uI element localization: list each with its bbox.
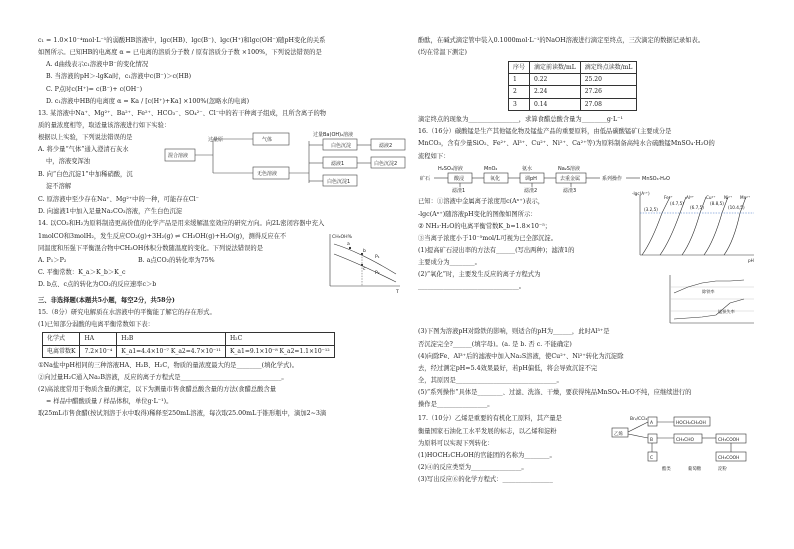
table-cell: 27.26 [580, 86, 637, 98]
q15-2-procedure: 取25mL市售食醋(按试剂溶于水中取得)稀释至250mL溶液，每次取25.00mL于锥形瓶中，滴加2~3滴 [38, 410, 327, 418]
q16-q2-a: (2)“氧化”时，主要发生反应的离子方程式为 [418, 271, 541, 279]
flow16-product: MnSO₄·H₂O [642, 175, 670, 182]
q14-option-a [38, 256, 298, 266]
q16-stem-2: MnCO₃，含有少量SiO₂、Fe²⁺、Al³⁺、Cu²⁺、Ni²⁺、Ca²⁺等)为原料制备高纯水合硫酸锰MnSO₄·H₂O的 [418, 140, 715, 148]
table-cell: 25.20 [580, 74, 637, 86]
q15-endpoint: 滴定终点的现象为________________，求算食醋总酸含量为________g·L⁻¹ [418, 116, 623, 124]
f17-c2: CH₃CHO [676, 438, 694, 444]
q14-stem-3: 同温度和压强下平衡混合物中CH₃OH体积分数随温度的变化。下列说法错误的是 [38, 244, 263, 252]
q16-block [418, 191, 758, 327]
table-row [509, 74, 637, 86]
table-cell: 滴定前读数/mL [530, 61, 581, 73]
q16-given-1: 已知：①溶液中金属离子浓度用c(Aⁿ⁺)表示， [418, 198, 545, 206]
flow16-f2: 滤渣2 [524, 187, 538, 194]
q16-q1-b: 主要成分为________。 [418, 259, 481, 267]
q13-option-c: C. 原溶液中至少存在Na⁺、Mg²⁺中的一种，可能存在Cl⁻ [38, 196, 200, 204]
q12-stem-1: c₁ = 1.0×10⁻⁴mol·L⁻¹的弱酸HB溶液中，lgc(HB)、lgc(B⁻)、lgc(H⁺)和lgc(OH⁻)随pH变化的关系 [38, 37, 326, 44]
flow16-ore: 矿石 [420, 175, 431, 182]
q17-block [418, 412, 758, 484]
table-cell: 7.2×10⁻⁴ [80, 345, 117, 357]
q14-option-d: D. b点、c点的转化为CO₂的反应速率c＞b [38, 281, 157, 289]
ion-label: Al³⁺ [686, 195, 694, 201]
table-cell: HA [80, 333, 117, 345]
q15-1-part1: ①Na盐中pH相同的三种溶液HA、H₂B、H₂C，物质的量浓度最大的是________(填化学式)。 [38, 361, 299, 369]
q16-given-3: ② NH₃·H₂O的电离平衡常数K_b=1.8×10⁻⁵； [418, 222, 552, 230]
ion-point: (8.8,5) [710, 201, 724, 207]
table-cell: K_a1=4.4×10⁻⁷ K_a2=4.7×10⁻¹¹ [117, 345, 226, 357]
q13-stem-2: 质的量浓度相等，取适量该溶液进行如下实验： [38, 121, 171, 129]
q15-part1-intro: (1)已知部分弱酸的电离平衡常数如下表： [38, 321, 154, 329]
q14-stem-2: 1molCO和3molH₂，发生反应CO₂(g)+3H₂(g) ⇌ CH₃OH(g)+H₂O(g)，测得反应在不 [38, 232, 287, 240]
q14-option-b: B. a点CO₂的转化率为75% [138, 256, 215, 264]
q17-q3: (3)写出反应⑥的化学方程式：________________ [418, 476, 553, 484]
f17-glucose: 葡萄糖 [688, 467, 702, 473]
q13-stem-1: 13. 某溶液中Na⁺、Mg²⁺、Ba²⁺、Fe²⁺、HCO₃⁻、SO₄²⁻、Cl⁻中的若干种离子组成，且所含离子的物 [38, 109, 327, 117]
q14-option-c: C. 平衡常数：K_a＞K_b＞K_c [38, 268, 126, 276]
q15-1-part2: ②向过量H₂C通入Na₂B溶液，反应的离子方程式是________________________________。 [38, 373, 288, 381]
left-column [38, 36, 416, 422]
q16-q1-a: (1)提高矿石浸出率的方法有______(写出两种)；滤渣1的 [418, 246, 575, 254]
f17-p2: CH₃COOH [718, 438, 740, 444]
q13-prompt: 根据以上实验，下列说法错误的是 [38, 134, 133, 142]
q16-q4-a: (4)向除Fe、Al³⁺后的滤液中加入Na₂S溶液，使Cu²⁺、Ni²⁺转化为沉淀除 [418, 352, 624, 360]
legend-mn-loss: 锰损失率 [718, 309, 735, 315]
q14-x-label: T [396, 289, 399, 294]
f17-C: C [650, 456, 654, 462]
q15-continued-1: 酚酞，在碱式滴定管中装入0.1000mol·L⁻¹的NaOH溶液进行滴定至终点，三次滴定的数据记录如表。 [418, 37, 705, 44]
q13-option-a-1: A. 将少量“气体”通入澄清石灰水 [38, 146, 129, 154]
table-cell: K_a1=9.1×10⁻⁸ K_a2=1.1×10⁻¹² [225, 345, 334, 357]
table-cell: 2.24 [530, 86, 581, 98]
point-a [349, 247, 351, 249]
q12-option-a: A. d曲线表示c₁溶液中B⁻的变化情况 [46, 61, 149, 69]
q14-y-label: CH₃OH% [332, 234, 352, 240]
q14-label-p2: P₂ [375, 270, 380, 276]
f17-ethylene: 乙烯 [614, 432, 623, 438]
q14-label-p1: P₁ [375, 254, 380, 260]
flow-text-c: 气体 [262, 137, 273, 144]
flow-text-e: 滤液1 [331, 161, 345, 168]
flow16-s5: 系列操作 [602, 175, 623, 182]
right-column [418, 36, 758, 484]
ion-label: Ni²⁺ [724, 195, 733, 201]
flow-text-g: 无色溶液 [257, 171, 278, 178]
q16-iron-removal-graph [662, 273, 758, 327]
q17-q2: (2)④的反应类型为________________。 [418, 463, 528, 471]
q16-stem-3: 流程如下： [418, 152, 450, 160]
q15-2-stem: (2)高浓度常用于物质含量的测定，以下为测量市售食醋总酸含量的方法(食醋总酸含量 [38, 386, 277, 394]
q12-option-c: C. P点时c(H⁺)= c(B⁻)+ c(OH⁻) [46, 85, 143, 93]
flow16-s2: 氧化 [490, 175, 501, 182]
table-cell: 滴定终点读数/mL [580, 61, 637, 73]
q14-graph [320, 230, 404, 294]
q13-block [38, 133, 416, 195]
f17-c3: CH₃COOH [718, 456, 740, 462]
graph16-ylabel: -lgc(Aⁿ⁺) [632, 191, 650, 197]
q14-stem-1: 14. 以CO₂和H₂为原料制造更高价值的化学产品是用来缓解温室效应的研究方向。向2L密闭容器中充入 [38, 220, 325, 228]
q16-q3-a: (3)下图为溶液pH对除铁的影响，则适合的pH为______，此时Al³⁺是 [418, 328, 610, 336]
flow16-f1: 滤渣1 [452, 187, 466, 194]
titration-table [508, 61, 637, 111]
q17-stem-3: 为原料可以实现下列转化： [418, 439, 494, 447]
q16-q4-b: 去，经过测定pH=5.4效果最好，若pH偏低，将会导致沉淀不完 [418, 364, 598, 372]
q13-flowchart [163, 127, 413, 193]
q14-label-a: a [347, 241, 350, 247]
q16-given-2: -lgc(Aⁿ⁺)随溶液pH变化的图像如图所示： [418, 210, 537, 218]
q16-ion-graph [630, 191, 758, 263]
q16-q4-c: 全，其原因是________________________________。 [418, 376, 563, 384]
table-cell: 2 [509, 86, 530, 98]
q14-label-b: b [363, 248, 366, 254]
q16-stem-1: 16.（16分）碳酸锰是生产其他锰化物及锰盐产品的重要原料，由低品碳酸锰矿(主要成分是 [418, 128, 672, 136]
q12-option-d: D. c₁溶液中HB的电离度 α = Ka / [c(H⁺)+Ka] ×100%(忽略水的电离) [46, 97, 250, 105]
flow-text-i: 白色沉淀1 [327, 179, 351, 186]
flow-text-a: 过量原 [208, 137, 224, 144]
table-row [43, 345, 335, 357]
table-row [43, 333, 335, 345]
flow16-r1: H₂SO₄溶液 [438, 165, 463, 172]
f17-p1: HOCH₂CH₂OH [676, 421, 706, 427]
table-cell: 电离常数K [43, 345, 80, 357]
flow16-s4: 去重金属 [560, 175, 581, 182]
q15-acid-table [42, 332, 335, 358]
q12-option-b: B. 当溶液的pH＞-lgKa时，c₁溶液中c(B⁻)＞c(HB) [46, 73, 192, 81]
q15-stem: 15.（8分）研究电解质在水溶液中的平衡能了解它的存在形式。 [38, 308, 216, 316]
ion-point: (10.4,5) [728, 205, 745, 211]
ion-label: Cu²⁺ [706, 195, 716, 201]
f17-starch: 淀粉 [718, 467, 727, 473]
ion-point: (6.7,5) [690, 205, 704, 211]
q13-option-a-2: 中，溶液变浑浊 [46, 158, 91, 166]
q16-q2-b: ________________________________。 [418, 283, 526, 291]
q15-continued-2: (均在常温下测定) [418, 49, 467, 57]
flow16-f3: 滤渣3 [563, 187, 577, 194]
table-cell: 化学式 [43, 333, 80, 345]
table-cell: H₂B [117, 333, 226, 345]
ion-label: Fe³⁺ [664, 195, 673, 201]
q16-q5-b: 操作是________________。 [418, 401, 494, 409]
ion-point: (3.2,5) [644, 207, 658, 213]
flow16-r2: MnO₂ [484, 165, 498, 172]
table-cell: 1 [509, 74, 530, 86]
flow16-r3: 氨水 [522, 165, 533, 172]
table-cell: 3 [509, 98, 530, 110]
legend-fe-removal: 除铁率 [702, 289, 715, 295]
table-cell: 序号 [509, 61, 530, 73]
table-cell: 27.08 [580, 98, 637, 110]
q17-flowchart [610, 412, 760, 476]
q13-option-b-1: B. 向“白色沉淀1”中加稀硝酸，沉 [38, 170, 133, 178]
f17-ester: 酯类 [662, 467, 671, 473]
q17-q1: (1)HOCH₂CH₂OH的官能团的名称为________。 [418, 451, 556, 459]
table-row [509, 86, 637, 98]
f17-A: A [650, 421, 654, 427]
f17-r1: Br₂/CCl₄ [630, 417, 648, 423]
table-row [509, 98, 637, 110]
flow16-s1: 酸浸 [454, 175, 465, 182]
flow16-s3: 调pH [525, 175, 537, 182]
flow-text-h: 滤液2 [379, 143, 393, 150]
section-3-heading: 三、非选择题(本题共5小题，每空2分，共58分) [38, 296, 175, 304]
q17-stem-1: 17.（10分）乙烯是重要的有机化工原料，其产量是 [418, 415, 562, 423]
q14-option-a-text: A. P₁＞P₂ [38, 256, 67, 264]
flow16-r4: Na₂S溶液 [558, 165, 580, 172]
f17-B: B [650, 438, 654, 444]
table-cell: 0.22 [530, 74, 581, 86]
flow-text-f: 白色沉淀 [331, 143, 352, 150]
graph16-xlabel: pH [748, 258, 754, 264]
q12-stem-2: 如图所示。已知HB的电离度 α = 已电离的溶质分子数 / 原有溶质分子数 ×100%，下列说法错误的是 [38, 49, 322, 57]
q15-2-formula: = 样品中醋酸质量 / 样品体积，单位g·L⁻¹)。 [46, 398, 173, 406]
table-cell: H₂C [225, 333, 334, 345]
table-cell: 0.14 [530, 98, 581, 110]
flow-text-d: 过量Ba(OH)₂溶液 [313, 132, 354, 139]
flow-text-b: 混合溶液 [168, 153, 189, 160]
q16-given-4: ③当离子浓度小于10⁻⁵mol/L可视为已全部沉淀。 [418, 234, 557, 242]
q13-option-d: D. 向滤液1中加入足量Na₂CO₃溶液，产生白色沉淀 [38, 208, 183, 216]
q16-q3-b: 否沉淀完全?______(填字母)。(a. 是 b. 否 c. 不能确定) [418, 340, 572, 348]
q14-label-c: c [363, 266, 366, 272]
q16-q5-a: (5)“系列操作”具体是________、过滤、洗涤、干燥，要获得纯品MnSO₄·H₂O不纯，应继续进行的 [418, 389, 692, 397]
q17-stem-2: 衡量国家石油化工水平发展的标志，以乙烯和淀粉 [418, 427, 557, 435]
ion-label: Mn²⁺ [740, 195, 751, 201]
table-row [509, 61, 637, 73]
q13-option-b-2: 淀不溶解 [46, 182, 72, 190]
flow-text-j: 白色沉淀2 [374, 161, 398, 168]
q16-process-flow [418, 164, 758, 197]
ion-point: (4.7,5) [670, 201, 684, 207]
